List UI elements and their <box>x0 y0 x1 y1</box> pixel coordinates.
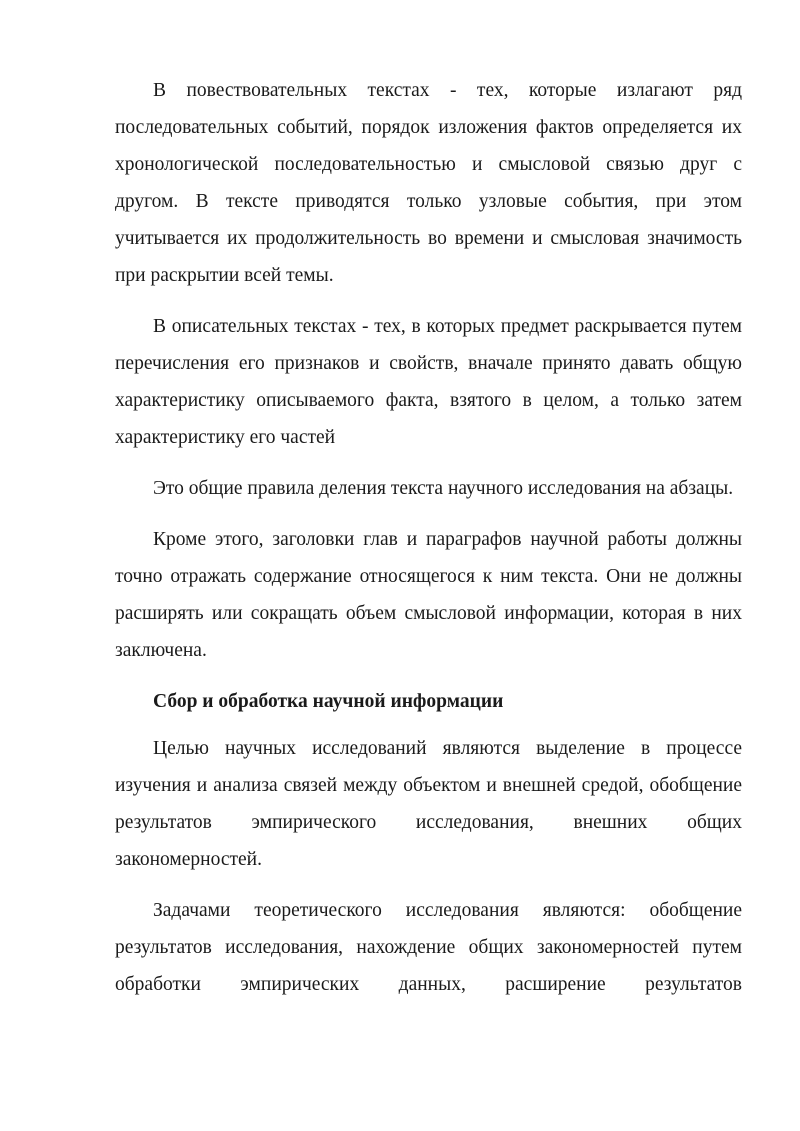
paragraph-theoretical-tasks: Задачами теоретического исследования являются: обобщение результатов исследования, нахождение общих закономерностей путем обработки эмпирических данных, расширение результатов <box>115 900 742 995</box>
paragraph-narrative-texts: В повествовательных текстах - тех, которые излагают ряд последовательных событий, порядок изложения фактов определяется их хронологической последовательностью и смысловой связью друг с другом. В тексте приводятся только узловые события, при этом учитывается их продолжительность во времени и смысловая значимость при раскрытии всей темы. <box>115 80 742 286</box>
paragraph-research-goal: Целью научных исследований являются выделение в процессе изучения и анализа связей между объектом и внешней средой, обобщение результатов эмпирического исследования, внешних общих закономерностей. <box>115 738 742 870</box>
document-page <box>115 72 742 1003</box>
paragraph-descriptive-texts: В описательных текстах - тех, в которых предмет раскрывается путем перечисления его признаков и свойств, вначале принято давать общую характеристику описываемого факта, взятого в целом, а только затем характеристику его частей <box>115 316 742 448</box>
paragraph-general-rules: Это общие правила деления текста научного исследования на абзацы. <box>153 478 734 499</box>
section-heading: Сбор и обработка научной информации <box>153 691 504 712</box>
paragraph-chapter-headings: Кроме этого, заголовки глав и параграфов научной работы должны точно отражать содержание относящегося к ним текста. Они не должны расширять или сокращать объем смысловой информации, которая в них заключена. <box>115 529 742 661</box>
